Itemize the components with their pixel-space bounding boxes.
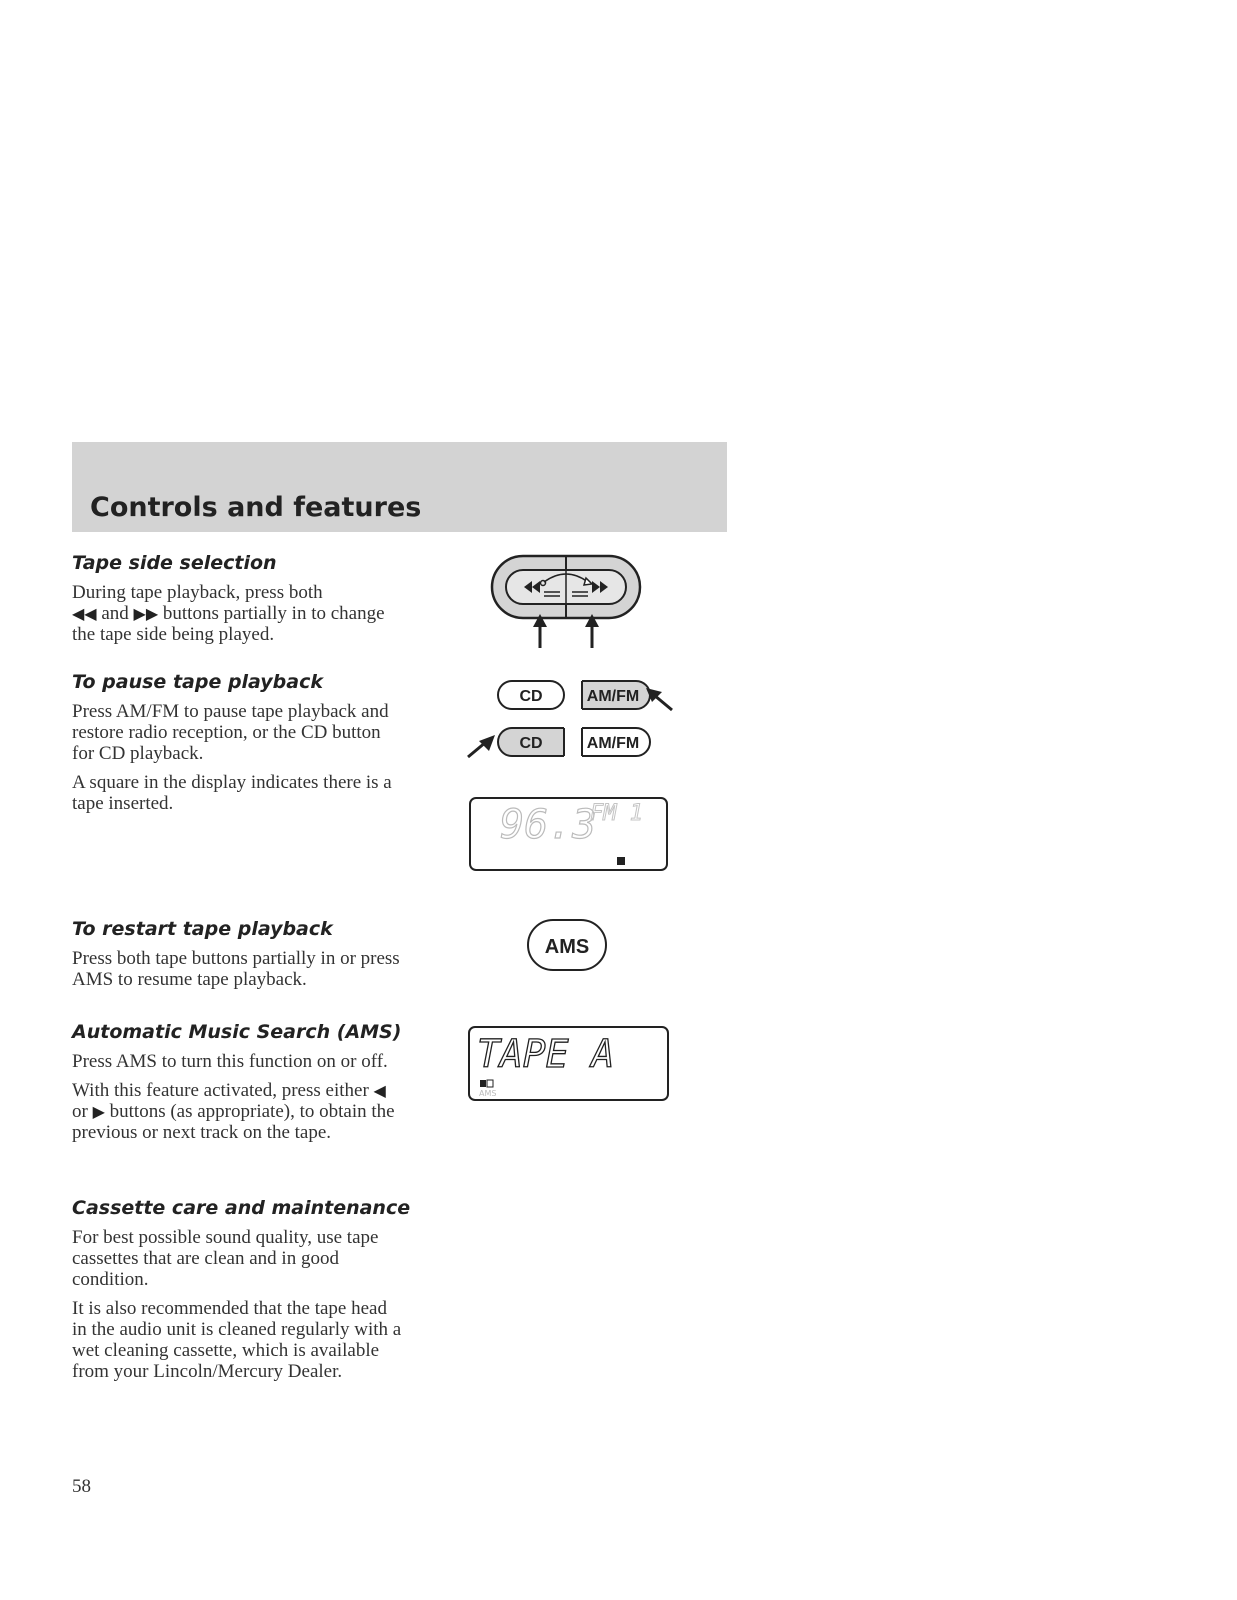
frequency-readout: 96.3 — [500, 802, 597, 848]
paragraph-pause-2: A square in the display indicates there is a tape inserted. — [72, 772, 392, 814]
section-tape-side — [72, 552, 402, 653]
tape-display-illustration — [467, 1025, 671, 1103]
section-ams — [72, 1021, 402, 1151]
cd-button — [498, 681, 564, 709]
amfm-button-label: AM/FM — [586, 688, 640, 705]
text-tape-side-before: During tape playback, press both — [72, 582, 323, 603]
cd-button-label: CD — [519, 735, 543, 752]
heading-ams: Automatic Music Search (AMS) — [72, 1021, 402, 1043]
heading-restart: To restart tape playback — [72, 918, 333, 940]
section-restart — [72, 918, 402, 998]
page-title: Controls and features — [90, 492, 422, 523]
tape-inserted-indicator — [617, 857, 625, 865]
heading-tape-side: Tape side selection — [72, 552, 277, 574]
amfm-button-label: AM/FM — [586, 735, 640, 752]
text-ams-after: buttons (as appropriate), to obtain the previous or next track on the tape. — [72, 1101, 395, 1143]
text-and: and — [101, 603, 129, 624]
paragraph-restart: Press both tape buttons partially in or press AMS to resume tape playback. — [72, 948, 400, 990]
arrow-icon — [468, 735, 495, 757]
section-pause — [72, 671, 402, 822]
page-number: 58 — [72, 1476, 91, 1497]
rewind-icon: ◀◀ — [72, 604, 97, 623]
next-track-icon: ▶ — [92, 1102, 105, 1121]
ams-button-illustration — [526, 918, 610, 974]
paragraph-pause-1: Press AM/FM to pause tape playback and restore radio reception, or the CD button for CD playback. — [72, 701, 389, 764]
fast-forward-icon: ▶▶ — [133, 604, 159, 623]
tape-square-indicator — [487, 1080, 493, 1087]
band-readout: FM 1 — [590, 801, 643, 826]
heading-care: Cassette care and maintenance — [72, 1197, 411, 1219]
source-buttons-illustration — [466, 676, 686, 772]
tape-buttons-illustration — [486, 552, 646, 652]
paragraph-care-2: It is also recommended that the tape head in the audio unit is cleaned regularly with a wet cleaning cassette, which is available from your Lincoln/Mercury Dealer. — [72, 1298, 402, 1382]
tape-square-indicator — [480, 1080, 486, 1087]
cd-button-label: CD — [519, 688, 543, 705]
radio-display-illustration — [468, 796, 670, 872]
text-or: or — [72, 1101, 88, 1122]
paragraph-care-1: For best possible sound quality, use tape cassettes that are clean and in good condition. — [72, 1227, 379, 1290]
text-tape-side-after: buttons partially in to change the tape side being played. — [72, 603, 385, 645]
ams-button-label: AMS — [544, 936, 590, 958]
previous-track-icon: ◀ — [373, 1081, 386, 1100]
paragraph-tape-side — [72, 582, 402, 645]
cd-button-highlighted — [498, 728, 564, 756]
section-care — [72, 1197, 411, 1390]
amfm-button — [582, 728, 650, 756]
paragraph-ams-2 — [72, 1080, 402, 1143]
text-ams-before: With this feature activated, press either — [72, 1080, 369, 1101]
paragraph-ams-1: Press AMS to turn this function on or off. — [72, 1051, 388, 1072]
amfm-button-highlighted — [582, 681, 650, 709]
heading-pause: To pause tape playback — [72, 671, 323, 693]
header-band — [72, 442, 727, 532]
tape-readout: TAPE A — [477, 1032, 615, 1076]
ams-indicator: AMS — [479, 1089, 497, 1098]
